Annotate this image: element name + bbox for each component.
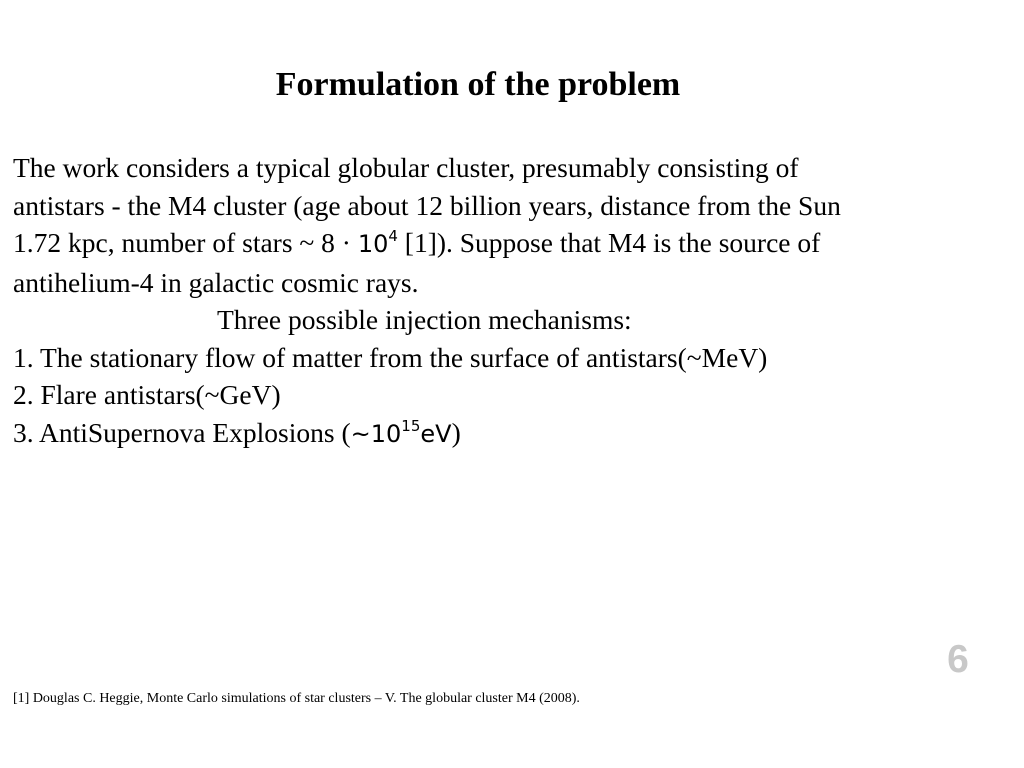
mechanism-text: ) [451,416,461,448]
mechanism-item-1: 1. The stationary flow of matter from the surface of antistars(~MeV) [13,341,768,373]
energy-prefix: ~10 [350,419,402,448]
reference-footnote: [1] Douglas C. Heggie, Monte Carlo simulations of star clusters – V. The globular cluster M4 (2008). [13,691,580,706]
slide-body [13,149,993,453]
paragraph-line: antihelium-4 in galactic cosmic rays. [13,266,419,298]
slide-title: Formulation of the problem [275,65,681,103]
mechanism-item-2: 2. Flare antistars(~GeV) [13,379,281,410]
energy-exponent: 15 [401,416,421,435]
mechanism-text: 3. AntiSupernova Explosions ( [13,416,351,448]
paragraph-text: 1.72 kpc, number of stars ~ 8 · [13,227,351,258]
mechanism-item-3 [13,414,993,454]
mechanisms-heading: Three possible injection mechanisms: [217,304,632,335]
paragraph-text: [1]). Suppose that M4 is the source of [404,227,821,258]
paragraph-line-with-math [13,224,993,264]
energy-unit: eV [420,419,452,448]
page-number: 6 [947,638,969,681]
paragraph-line: antistars - the M4 cluster (age about 12 billion years, distance from the Sun [13,189,841,221]
paragraph-line: The work considers a typical globular cluster, presumably consisting of [13,152,799,183]
star-count-power-exponent: 4 [388,227,398,245]
star-count-power-base: 10 [357,230,389,258]
